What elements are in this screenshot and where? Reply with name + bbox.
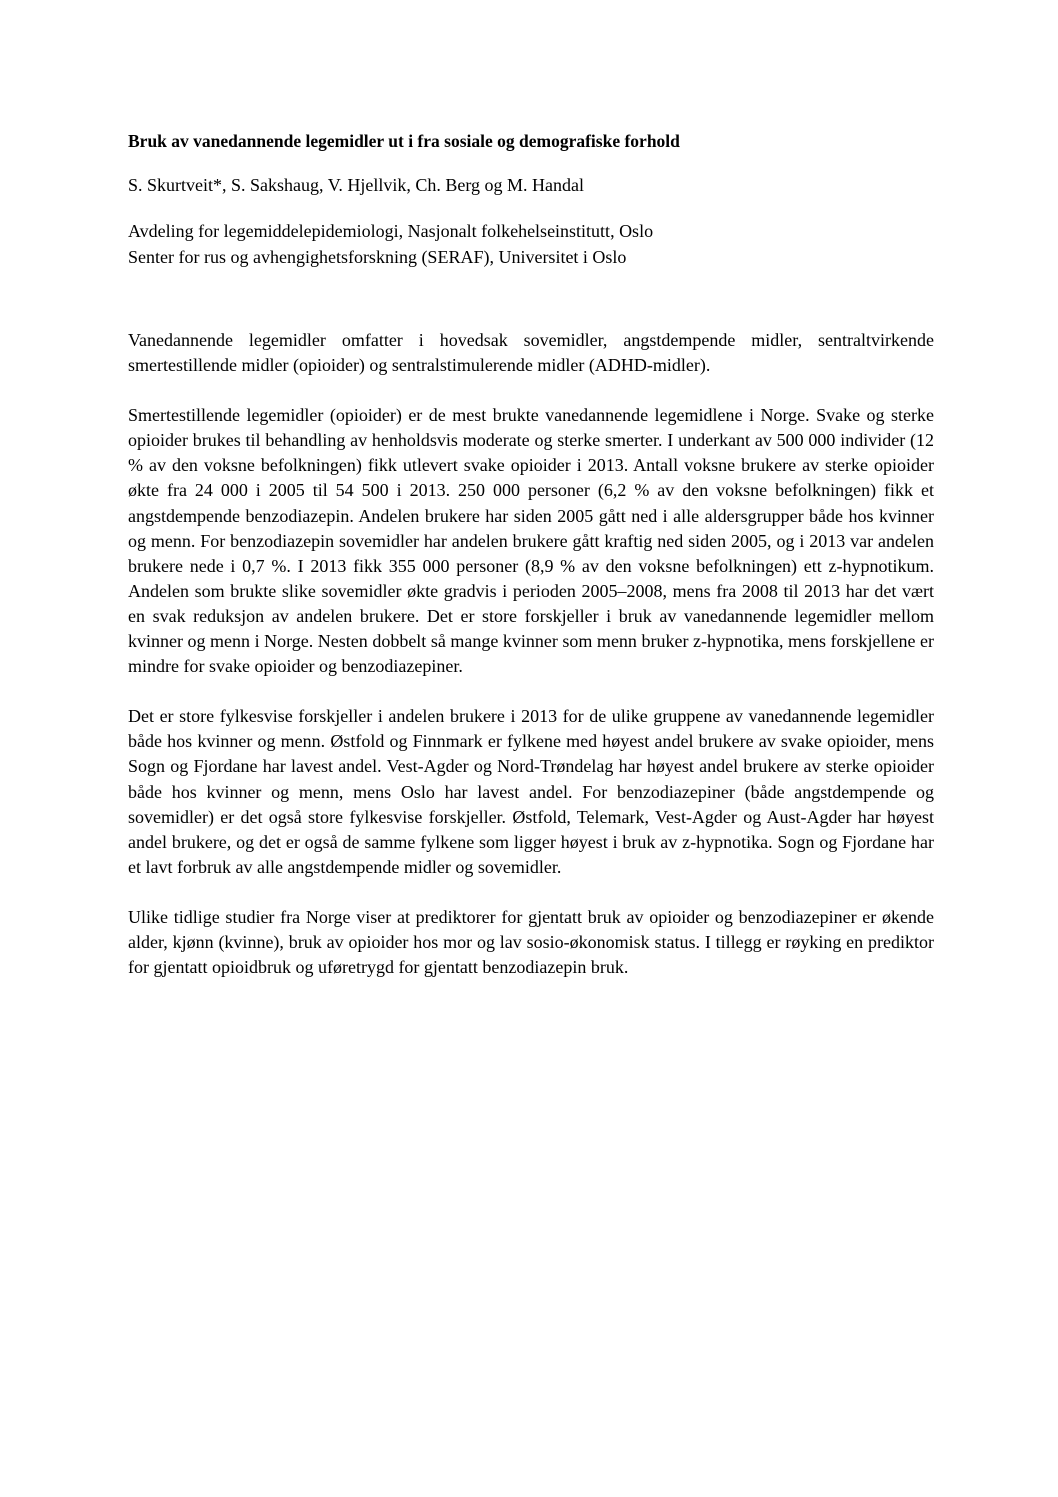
- body-text: [128, 328, 934, 980]
- paragraph-county-differences: Det er store fylkesvise forskjeller i andelen brukere i 2013 for de ulike gruppene av vanedannende legemidler både hos kvinner og menn. Østfold og Finnmark er fylkene med høyest andel brukere av svake opioider, mens Sogn og Fjordane har lavest andel. Vest-Agder og Nord-Trøndelag har høyest andel brukere av sterke opioider både hos kvinner og menn, mens Oslo har lavest andel. For benzodiazepiner (både angstdempende og sovemidler) er det også store fylkesvise forskjeller. Østfold, Telemark, Vest-Agder og Aust-Agder har høyest andel brukere, og det er også de samme fylkene som ligger høyest i bruk av z-hypnotika. Sogn og Fjordane har et lavt forbruk av alle angstdempende midler og sovemidler.: [128, 706, 934, 877]
- author-list: S. Skurtveit*, S. Sakshaug, V. Hjellvik, Ch. Berg og M. Handal: [128, 175, 585, 195]
- affiliation-2: Senter for rus og avhengighetsforskning (SERAF), Universitet i Oslo: [128, 247, 627, 267]
- document-title: Bruk av vanedannende legemidler ut i fra sosiale og demografiske forhold: [128, 131, 680, 151]
- document-page: [128, 128, 934, 1005]
- affiliation-1: Avdeling for legemiddelepidemiologi, Nasjonalt folkehelseinstitutt, Oslo: [128, 221, 654, 241]
- paragraph-intro: Vanedannende legemidler omfatter i hovedsak sovemidler, angstdempende midler, sentraltvirkende smertestillende midler (opioider) og sentralstimulerende midler (ADHD-midler).: [128, 330, 934, 376]
- paragraph-predictors: Ulike tidlige studier fra Norge viser at prediktorer for gjentatt bruk av opioider og benzodiazepiner er økende alder, kjønn (kvinne), bruk av opioider hos mor og lav sosio-økonomisk status. I tillegg er røyking en prediktor for gjentatt opioidbruk og uføretrygd for gjentatt benzodiazepin bruk.: [128, 906, 934, 978]
- paragraph-opioids: Smertestillende legemidler (opioider) er de mest brukte vanedannende legemidlene i Norge. Svake og sterke opioider brukes til behandling av henholdsvis moderate og sterke smerter. I underkant av 500 000 individer (12 % av den voksne befolkningen) fikk utlevert svake opioider i 2013. Antall voksne brukere av sterke opioider økte fra 24 000 i 2005 til 54 500 i 2013. 250 000 personer (6,2 % av den voksne befolkningen) fikk et angstdempende benzodiazepin. Andelen brukere har siden 2005 gått ned i alle aldersgrupper både hos kvinner og menn. For benzodiazepin sovemidler har andelen brukere gått kraftig ned siden 2005, og i 2013 var andelen brukere nede i 0,7 %. I 2013 fikk 355 000 personer (8,9 % av den voksne befolkningen) ett z-hypnotikum. Andelen som brukte slike sovemidler økte gradvis i perioden 2005–2008, mens fra 2008 til 2013 har det vært en svak reduksjon av andelen brukere. Det er store forskjeller i bruk av vanedannende legemidler mellom kvinner og menn i Norge. Nesten dobbelt så mange kvinner som menn bruker z-hypnotika, mens forskjellene er mindre for svake opioider og benzodiazepiner.: [128, 405, 934, 677]
